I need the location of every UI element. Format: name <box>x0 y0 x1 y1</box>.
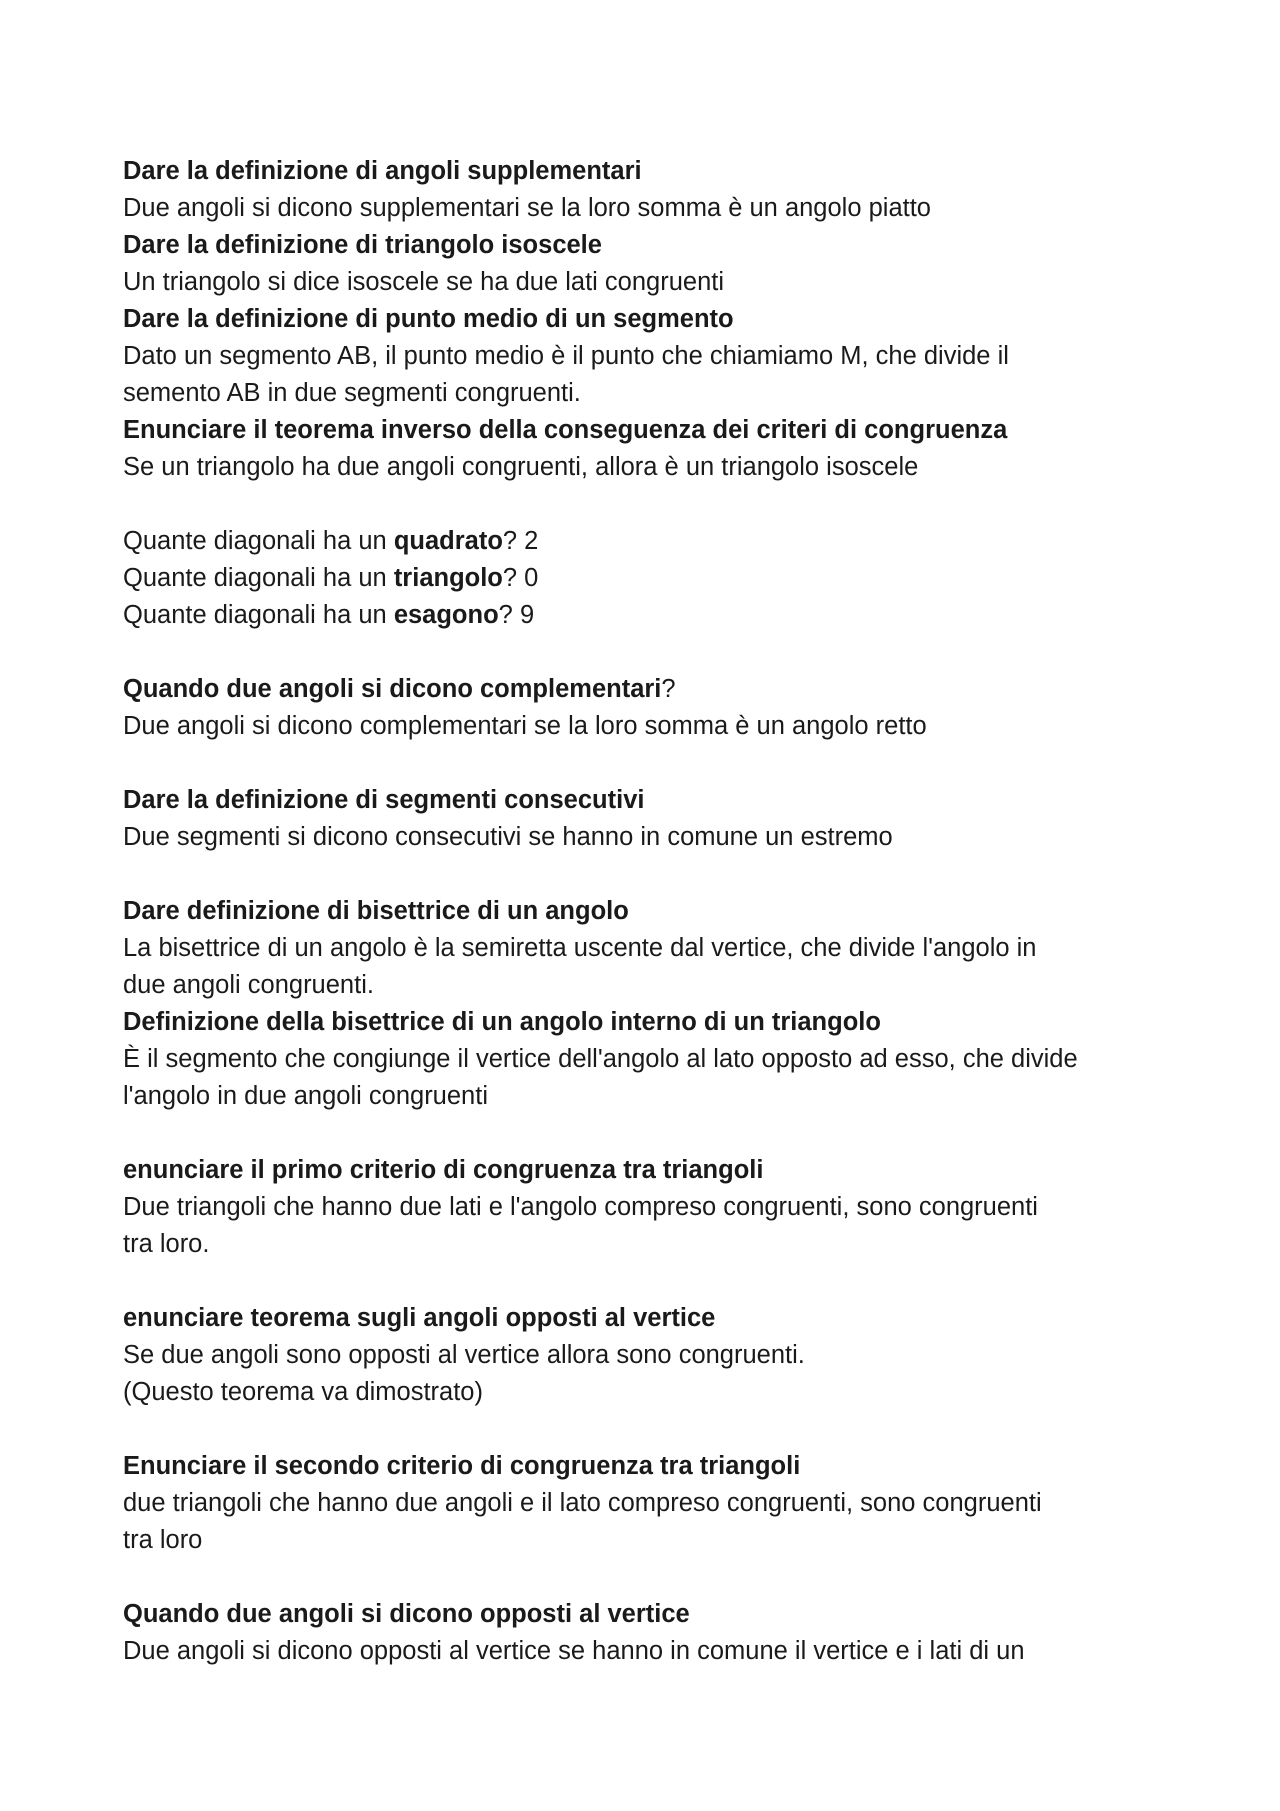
answer-segment-midpoint-line1: Dato un segmento AB, il punto medio è il punto che chiamiamo M, che divide il <box>123 342 1009 370</box>
blank-line <box>123 486 1173 523</box>
answer-vertical-angles-definition-line1: Due angoli si dicono opposti al vertice se hanno in comune il vertice e i lati di un <box>123 1637 1025 1665</box>
question-isosceles-triangle: Dare la definizione di triangolo isoscele <box>123 231 602 259</box>
answer-vertical-angles-line1: Se due angoli sono opposti al vertice allora sono congruenti. <box>123 1341 805 1369</box>
answer-triangle-bisector-line1: È il segmento che congiunge il vertice dell'angolo al lato opposto ad esso, che divide <box>123 1045 1078 1073</box>
diagonals-square-word: quadrato <box>393 527 503 555</box>
answer-first-congruence-line1: Due triangoli che hanno due lati e l'angolo compreso congruenti, sono congruenti <box>123 1193 1038 1221</box>
question-angle-bisector: Dare definizione di bisettrice di un angolo <box>123 897 629 925</box>
diagonals-triangle-word: triangolo <box>393 564 503 592</box>
question-complementary-mark: ? <box>661 675 676 703</box>
answer-triangle-bisector-line2: l'angolo in due angoli congruenti <box>123 1082 488 1110</box>
answer-isosceles-triangle: Un triangolo si dice isoscele se ha due lati congruenti <box>123 268 725 296</box>
answer-inverse-theorem: Se un triangolo ha due angoli congruenti, allora è un triangolo isoscele <box>123 453 919 481</box>
blank-line <box>123 1559 1173 1596</box>
answer-consecutive-segments: Due segmenti si dicono consecutivi se hanno in comune un estremo <box>123 823 893 851</box>
document-body <box>123 153 1173 1670</box>
answer-segment-midpoint-line2: semento AB in due segmenti congruenti. <box>123 379 581 407</box>
blank-line <box>123 1115 1173 1152</box>
blank-line <box>123 1411 1173 1448</box>
answer-complementary-angles: Due angoli si dicono complementari se la loro somma è un angolo retto <box>123 712 927 740</box>
question-complementary-angles <box>123 671 1173 708</box>
question-consecutive-segments: Dare la definizione di segmenti consecutivi <box>123 786 645 814</box>
diagonals-hexagon-answer: ? 9 <box>498 601 535 629</box>
answer-angle-bisector-line2: due angoli congruenti. <box>123 971 374 999</box>
question-triangle-bisector: Definizione della bisettrice di un angolo interno di un triangolo <box>123 1008 881 1036</box>
diagonals-square <box>123 523 1173 560</box>
question-second-congruence-criterion: Enunciare il secondo criterio di congruenza tra triangoli <box>123 1452 801 1480</box>
blank-line <box>123 745 1173 782</box>
diagonals-square-answer: ? 2 <box>502 527 539 555</box>
question-vertical-angles-definition: Quando due angoli si dicono opposti al vertice <box>123 1600 690 1628</box>
question-first-congruence-criterion: enunciare il primo criterio di congruenza tra triangoli <box>123 1156 764 1184</box>
diagonals-prefix: Quante diagonali ha un <box>123 601 394 629</box>
question-segment-midpoint: Dare la definizione di punto medio di un segmento <box>123 305 734 333</box>
diagonals-triangle-answer: ? 0 <box>502 564 539 592</box>
question-inverse-theorem: Enunciare il teorema inverso della conseguenza dei criteri di congruenza <box>123 416 1008 444</box>
blank-line <box>123 634 1173 671</box>
answer-first-congruence-line2: tra loro. <box>123 1230 210 1258</box>
answer-second-congruence-line1: due triangoli che hanno due angoli e il lato compreso congruenti, sono congruenti <box>123 1489 1042 1517</box>
question-supplementary-angles: Dare la definizione di angoli supplementari <box>123 157 642 185</box>
diagonals-hexagon-word: esagono <box>393 601 499 629</box>
diagonals-hexagon <box>123 597 1173 634</box>
diagonals-prefix: Quante diagonali ha un <box>123 527 394 555</box>
question-vertical-angles-theorem: enunciare teorema sugli angoli opposti al vertice <box>123 1304 716 1332</box>
answer-supplementary-angles: Due angoli si dicono supplementari se la loro somma è un angolo piatto <box>123 194 931 222</box>
diagonals-prefix: Quante diagonali ha un <box>123 564 394 592</box>
question-complementary-text: Quando due angoli si dicono complementari <box>123 675 662 703</box>
answer-vertical-angles-line2: (Questo teorema va dimostrato) <box>123 1378 483 1406</box>
answer-angle-bisector-line1: La bisettrice di un angolo è la semiretta uscente dal vertice, che divide l'angolo in <box>123 934 1037 962</box>
blank-line <box>123 1263 1173 1300</box>
blank-line <box>123 856 1173 893</box>
answer-second-congruence-line2: tra loro <box>123 1526 203 1554</box>
diagonals-triangle <box>123 560 1173 597</box>
